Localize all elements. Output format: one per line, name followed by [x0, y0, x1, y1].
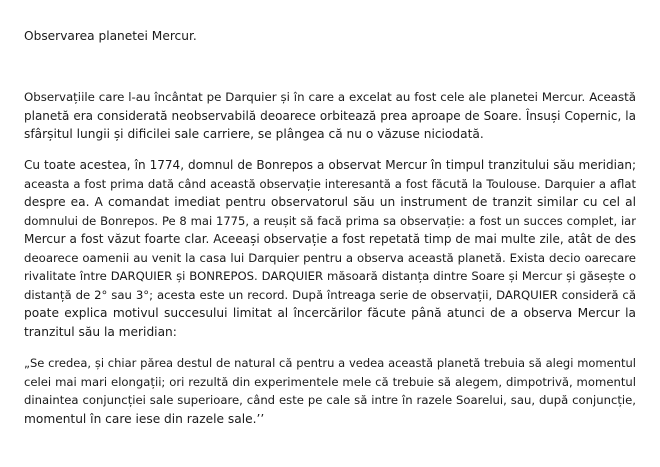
paragraph-2-line-9: poate explica motivul succesului limitat al încercărilor făcute până atunci de a observa Mercur la: [24, 306, 636, 320]
paragraph-2-line-1: Cu toate acestea, în 1774, domnul de Bonrepos a observat Mercur în timpul tranzitului său meridian;: [24, 158, 636, 172]
paragraph-2-line-4: domnului de Bonrepos. Pe 8 mai 1775, a reușit să facă prima sa observație: a fost un succes complet, iar: [24, 213, 636, 228]
paragraph-2: [24, 156, 636, 341]
paragraph-2-line-8: distanță de 2° sau 3°; acesta este un record. După întreaga serie de observații, DARQUIER consideră că: [24, 287, 636, 302]
paragraph-2-line-5: Mercur a fost văzut foarte clar. Aceeași observație a fost repetată timp de mai multe zile, atât de des: [24, 232, 636, 246]
paragraph-1-line-2: planetă era considerată neobservabilă deoarece orbitează prea aproape de Soare. Însuși Copernic, la: [24, 108, 636, 123]
paragraph-2-line-7: rivalitate între DARQUIER și BONREPOS. DARQUIER măsoară distanța dintre Soare și Mercur și găsește o: [24, 269, 636, 283]
quote-line-4: momentul în care iese din razele sale.’’: [24, 411, 265, 426]
paragraph-2-line-10: tranzitul său la meridian:: [24, 324, 177, 339]
quote-line-2: celei mai mari elongații; ori rezultă din experimentele mele că trebuie să alegem, dimpotrivă, momentul: [24, 374, 636, 389]
paragraph-1-line-1: Observațiile care l-au încântat pe Darquier și în care a excelat au fost cele ale planetei Mercur. Această: [24, 90, 636, 104]
quote-line-3: dinaintea conjuncției sale superioare, când este pe cale să intre în razele Soarelui, sau, după conjuncție,: [24, 393, 636, 407]
paragraph-2-line-6: deoarece oamenii au venit la casa lui Darquier pentru a observa această planetă. Exista decio oarecare: [24, 250, 636, 265]
paragraph-1: [24, 88, 636, 144]
document-title: [24, 27, 636, 46]
quote-paragraph: [24, 354, 636, 428]
quote-line-1: „Se credea, și chiar părea destul de natural că pentru a vedea această planetă trebuia să alegi momentul: [24, 356, 636, 370]
paragraph-1-line-3: sfârșitul lungii și dificilei sale carriere, se plângea că nu o văzuse niciodată.: [24, 127, 484, 141]
paragraph-2-line-3: despre ea. A comandat imediat pentru observatorul său un instrument de tranzit similar cu cel al: [24, 195, 636, 209]
title-line: Observarea planetei Mercur.: [24, 29, 197, 43]
paragraph-2-line-2: aceasta a fost prima dată când această observație interesantă a fost făcută la Toulouse. Darquier a aflat: [24, 176, 636, 191]
